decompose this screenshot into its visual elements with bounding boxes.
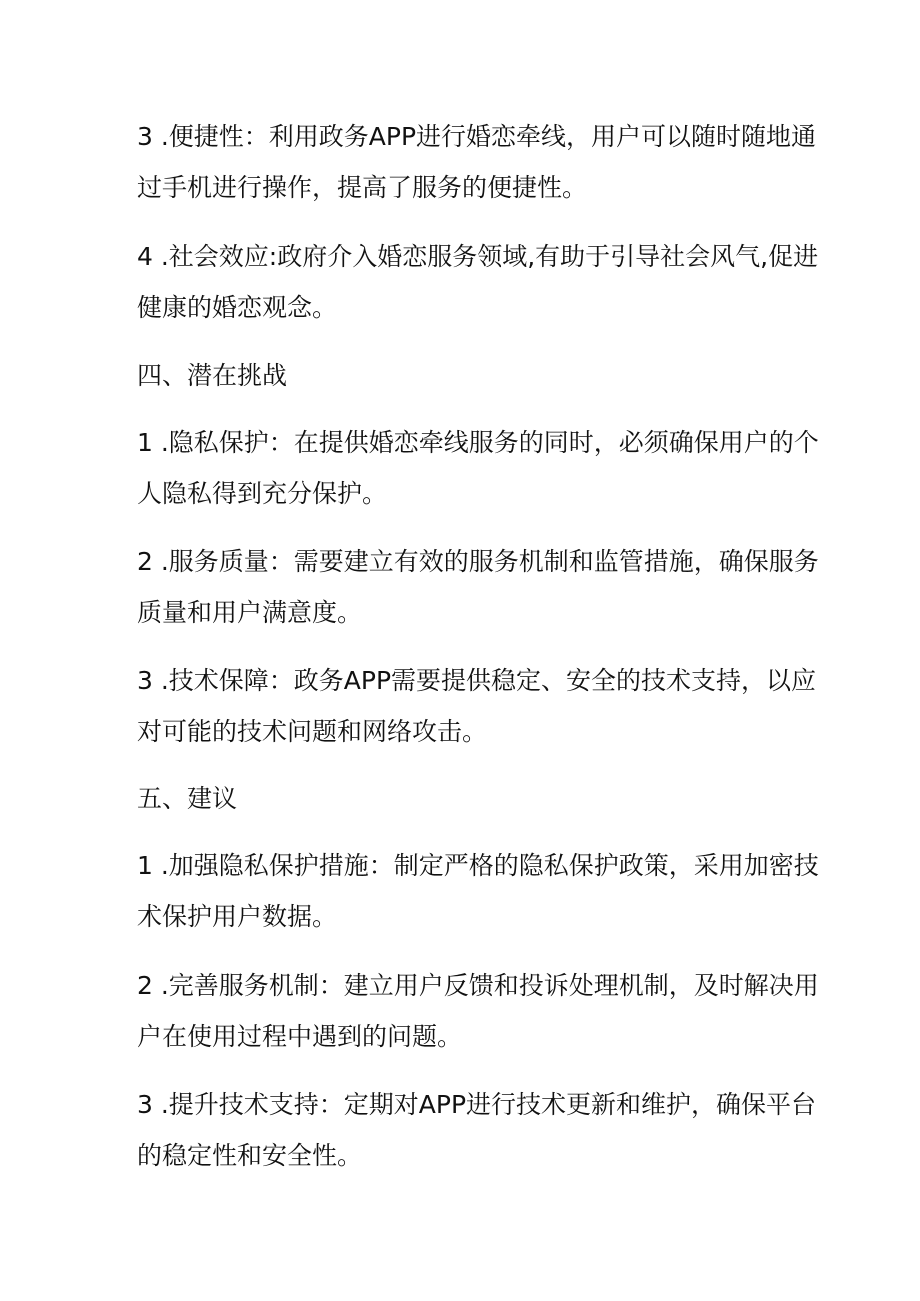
- text-line: 对可能的技术问题和网络攻击。: [137, 717, 488, 746]
- text-line: 人隐私得到充分保护。: [137, 479, 388, 508]
- paragraph-convenience: [137, 111, 817, 213]
- paragraph-privacy-measures: [137, 840, 819, 942]
- text-line: 健康的婚恋观念。: [137, 293, 338, 322]
- text-line: 1 .加强隐私保护措施：制定严格的隐私保护政策，采用加密技: [137, 851, 819, 880]
- paragraph-tech-support: [137, 1079, 817, 1181]
- text-line: 的稳定性和安全性。: [137, 1141, 363, 1170]
- text-line: 3 .提升技术支持：定期对APP进行技术更新和维护，确保平台: [137, 1090, 817, 1119]
- text-line: 过手机进行操作，提高了服务的便捷性。: [137, 173, 588, 202]
- paragraph-tech-guarantee: [137, 655, 817, 757]
- text-line: 2 .完善服务机制：建立用户反馈和投诉处理机制，及时解决用: [137, 971, 819, 1000]
- paragraph-privacy: [137, 417, 819, 519]
- section-heading-challenges: [137, 350, 787, 401]
- text-line: 质量和用户满意度。: [137, 598, 363, 627]
- paragraph-service-quality: [137, 536, 819, 638]
- paragraph-service-mechanism: [137, 960, 819, 1062]
- paragraph-social-effect: [137, 231, 819, 333]
- text-line: 4 .社会效应:政府介入婚恋服务领域,有助于引导社会风气,促进: [137, 242, 819, 271]
- text-line: 3 .技术保障：政务APP需要提供稳定、安全的技术支持，以应: [137, 666, 817, 695]
- heading-text: 五、建议: [137, 784, 238, 813]
- heading-text: 四、潜在挑战: [137, 361, 288, 390]
- section-heading-suggestions: [137, 773, 787, 824]
- text-line: 1 .隐私保护：在提供婚恋牵线服务的同时，必须确保用户的个: [137, 428, 819, 457]
- text-line: 2 .服务质量：需要建立有效的服务机制和监管措施，确保服务: [137, 547, 819, 576]
- text-line: 3 .便捷性：利用政务APP进行婚恋牵线，用户可以随时随地通: [137, 122, 817, 151]
- text-line: 户在使用过程中遇到的问题。: [137, 1022, 463, 1051]
- text-line: 术保护用户数据。: [137, 902, 338, 931]
